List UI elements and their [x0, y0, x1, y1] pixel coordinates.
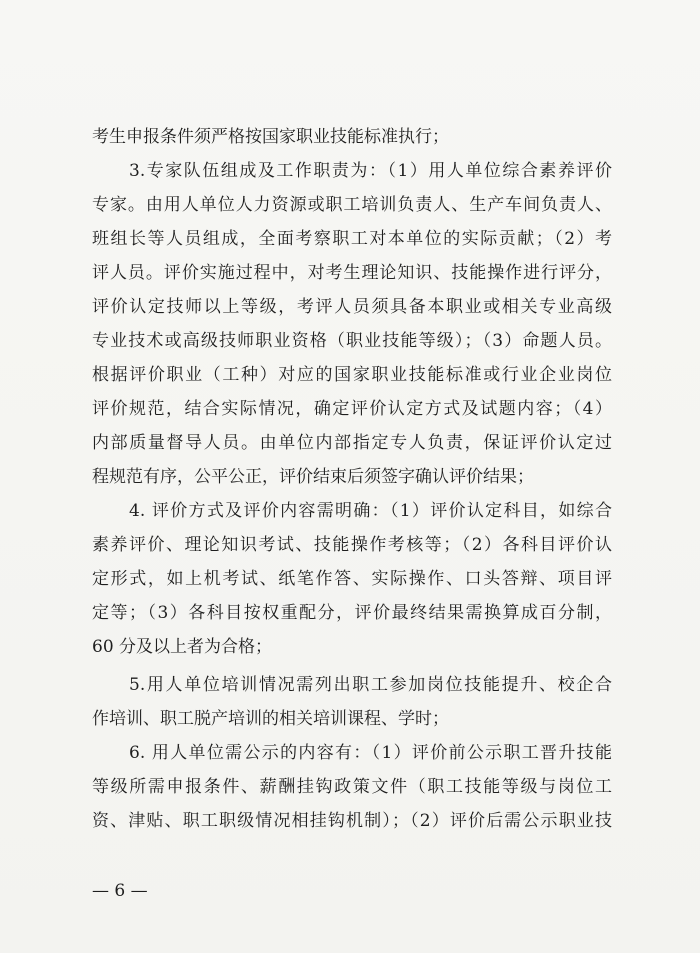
text-line: 评价规范，结合实际情况，确定评价认定方式及试题内容；（4） — [92, 399, 612, 419]
text-line: 根据评价职业（工种）对应的国家职业技能标准或行业企业岗位 — [92, 365, 612, 385]
text-line: 5.用人单位培训情况需列出职工参加岗位技能提升、校企合 — [129, 675, 612, 695]
text-line: 6. 用人单位需公示的内容有：（1）评价前公示职工晋升技能 — [129, 743, 612, 763]
page-number: — 6 — — [92, 881, 148, 901]
text-line: 考生申报条件须严格按国家职业技能标准执行； — [92, 127, 449, 147]
text-line: 4. 评价方式及评价内容需明确：（1）评价认定科目，如综合 — [129, 501, 612, 521]
text-line: 专业技术或高级技师职业资格（职业技能等级）；（3）命题人员。 — [92, 331, 612, 351]
text-line: 评人员。评价实施过程中，对考生理论知识、技能操作进行评分， — [92, 263, 612, 283]
text-line: 专家。由用人单位人力资源或职工培训负责人、生产车间负责人、 — [92, 195, 612, 215]
text-line: 定形式，如上机考试、纸笔作答、实际操作、口头答辩、项目评 — [92, 569, 612, 589]
text-line: 资、津贴、职工职级情况相挂钩机制）；（2）评价后需公示职业技 — [92, 811, 612, 831]
text-line: 素养评价、理论知识考试、技能操作考核等；（2）各科目评价认 — [92, 535, 612, 555]
text-line: 定等；（3）各科目按权重配分，评价最终结果需换算成百分制， — [92, 603, 612, 623]
text-line: 班组长等人员组成，全面考察职工对本单位的实际贡献；（2）考 — [92, 229, 612, 249]
text-line: 评价认定技师以上等级，考评人员须具备本职业或相关专业高级 — [92, 297, 612, 317]
text-line: 内部质量督导人员。由单位内部指定专人负责，保证评价认定过 — [92, 433, 612, 453]
text-line: 程规范有序，公平公正，评价结束后须签字确认评价结果； — [92, 467, 534, 487]
text-line: 等级所需申报条件、薪酬挂钩政策文件（职工技能等级与岗位工 — [92, 777, 612, 797]
text-line: 作培训、职工脱产培训的相关培训课程、学时； — [92, 709, 449, 729]
text-line: 60 分及以上者为合格； — [92, 637, 273, 657]
text-line: 3.专家队伍组成及工作职责为：（1）用人单位综合素养评价 — [129, 161, 612, 181]
